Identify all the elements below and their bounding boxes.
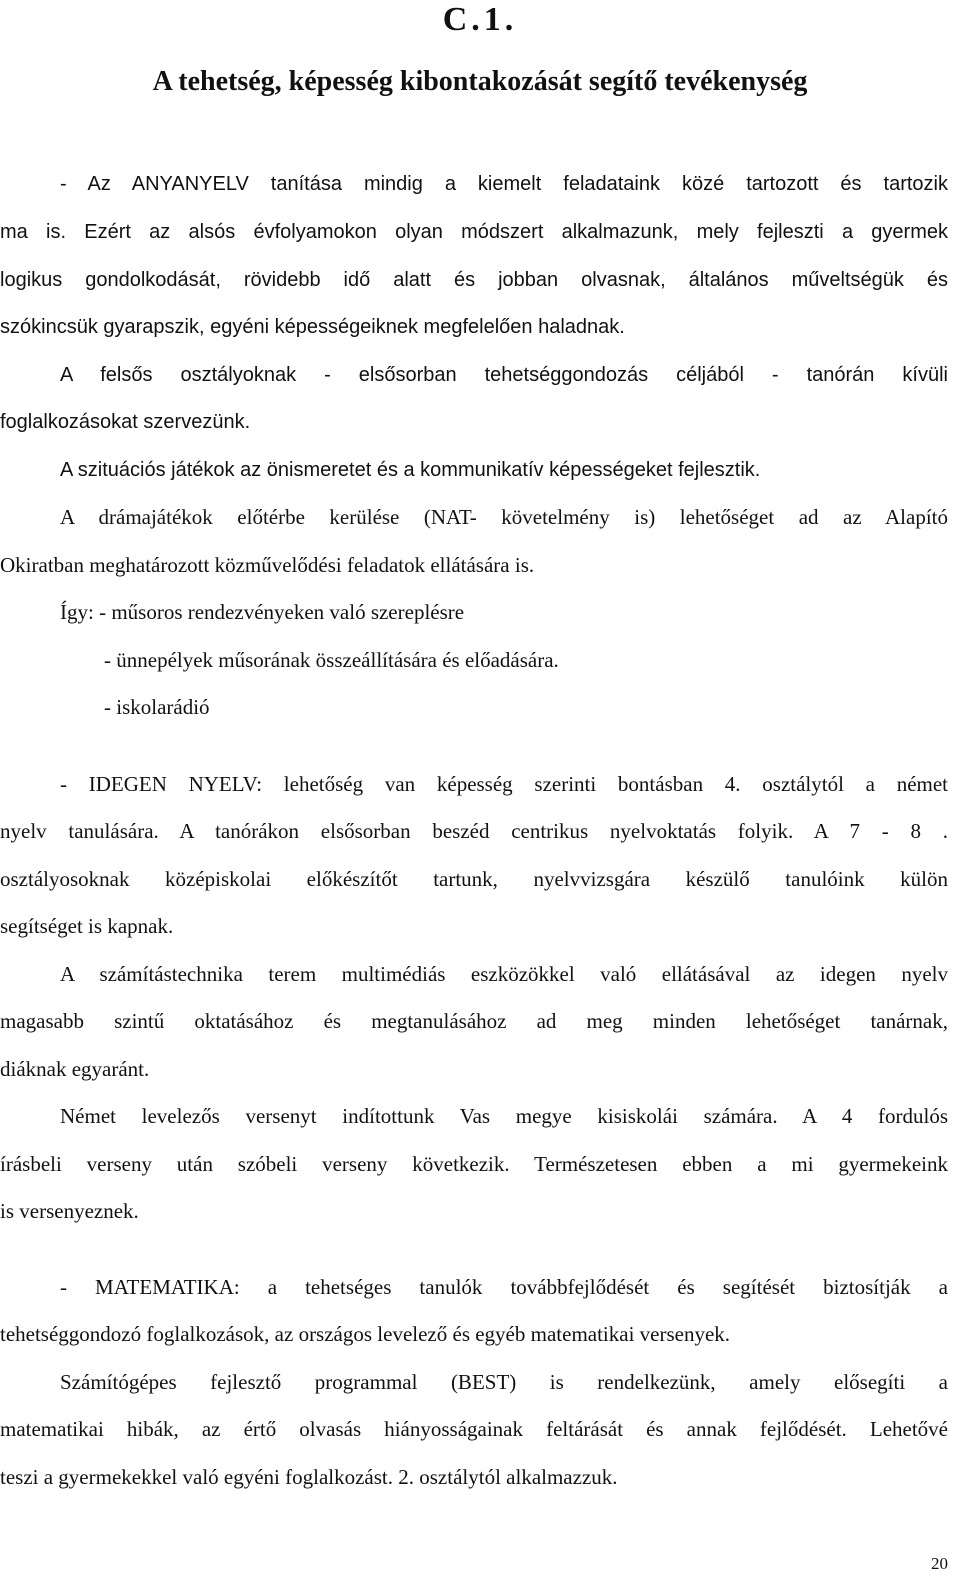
paragraph-line: - Az ANYANYELV tanítása mindig a kiemelt feladataink közé tartozott és tartozik — [60, 173, 948, 195]
paragraph-line: logikus gondolkodását, rövidebb idő alatt és jobban olvasnak, általános műveltségük és — [0, 269, 948, 291]
list-item: Így: - műsoros rendezvényeken való szereplésre — [60, 600, 465, 624]
paragraph-line: - MATEMATIKA: a tehetséges tanulók továbbfejlődését és segítését biztosítják a — [60, 1275, 948, 1299]
paragraph-line: A felsős osztályoknak - elsősorban tehetséggondozás céljából - tanórán kívüli — [60, 364, 948, 386]
paragraph-line: - IDEGEN NYELV: lehetőség van képesség szerinti bontásban 4. osztálytól a német — [60, 772, 948, 796]
paragraph-line: Okiratban meghatározott közművelődési feladatok ellátására is. — [0, 553, 535, 577]
page-title: A tehetség, képesség kibontakozását segítő tevékenység — [152, 66, 808, 97]
paragraph-line: A szituációs játékok az önismeretet és a kommunikatív képességeket fejlesztik. — [60, 459, 761, 481]
paragraph-line: szókincsük gyarapszik, egyéni képességeiknek megfelelően haladnak. — [0, 316, 625, 338]
paragraph-line: írásbeli verseny után szóbeli verseny következik. Természetesen ebben a mi gyermekeink — [0, 1152, 948, 1176]
list-item: - ünnepélyek műsorának összeállítására és előadására. — [104, 648, 559, 672]
paragraph-line: tehetséggondozó foglalkozások, az országos levelező és egyéb matematikai versenyek. — [0, 1322, 731, 1346]
paragraph-line: foglalkozásokat szervezünk. — [0, 411, 251, 433]
page-number: 20 — [931, 1554, 948, 1573]
paragraph-line: diáknak egyaránt. — [0, 1057, 150, 1081]
paragraph-line: is versenyeznek. — [0, 1199, 139, 1223]
paragraph-line: A számítástechnika terem multimédiás eszközökkel való ellátásával az idegen nyelv — [60, 962, 948, 986]
paragraph-line: Számítógépes fejlesztő programmal (BEST) is rendelkezünk, amely elősegíti a — [60, 1370, 948, 1394]
paragraph-line: segítséget is kapnak. — [0, 914, 174, 938]
paragraph-line: matematikai hibák, az értő olvasás hiányosságainak feltárását és annak fejlődését. Lehetővé — [0, 1417, 948, 1441]
paragraph-line: A drámajátékok előtérbe kerülése (NAT- követelmény is) lehetőséget ad az Alapító — [60, 505, 948, 529]
paragraph-line: nyelv tanulására. A tanórákon elsősorban beszéd centrikus nyelvoktatás folyik. A 7 - 8 . — [0, 819, 948, 843]
paragraph-line: ma is. Ezért az alsós évfolyamokon olyan módszert alkalmazunk, mely fejleszti a gyermek — [0, 221, 948, 243]
paragraph-line: magasabb szintű oktatásához és megtanulásához ad meg minden lehetőséget tanárnak, — [0, 1009, 948, 1033]
paragraph-line: osztályosoknak középiskolai előkészítőt tartunk, nyelvvizsgára készülő tanulóink külön — [0, 867, 948, 891]
paragraph-line: Német levelezős versenyt indítottunk Vas megye kisiskolái számára. A 4 fordulós — [60, 1104, 948, 1128]
section-code: C.1. — [442, 1, 518, 38]
paragraph-line: teszi a gyermekekkel való egyéni foglalkozást. 2. osztálytól alkalmazzuk. — [0, 1465, 618, 1489]
list-item: - iskolarádió — [104, 695, 210, 719]
